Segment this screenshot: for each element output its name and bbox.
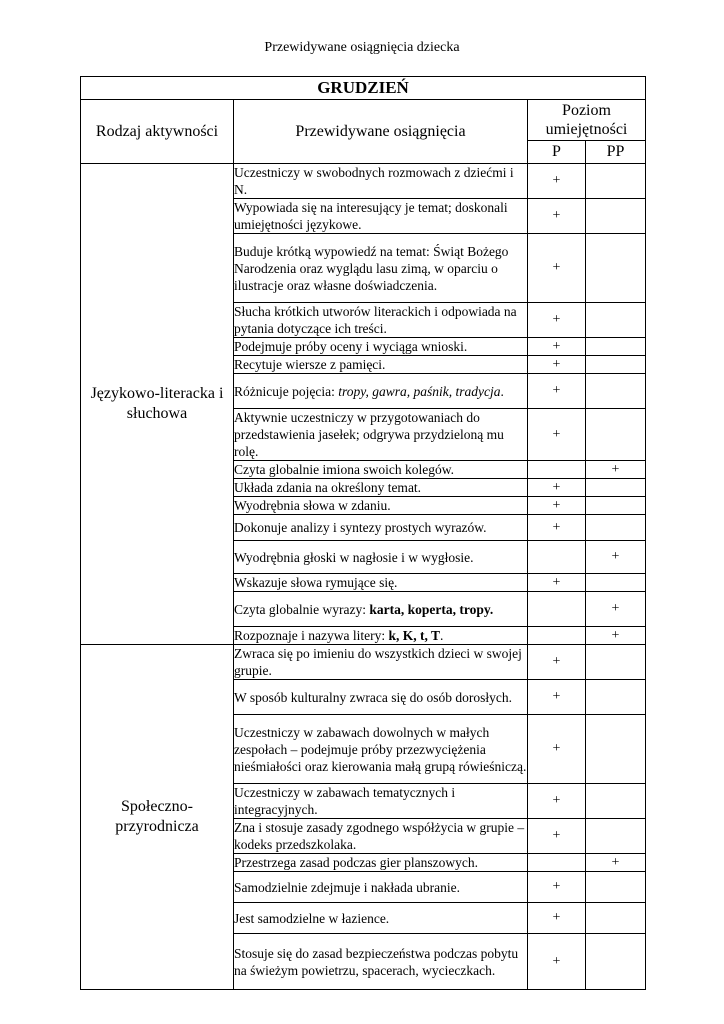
achievement-text: Uczestniczy w zabawach tematycznych i integracyjnych. (234, 784, 528, 819)
table-row (81, 164, 646, 199)
achievement-text: Dokonuje analizy i syntezy prostych wyrazów. (234, 515, 528, 541)
column-header-achievements: Przewidywane osiągnięcia (234, 100, 528, 164)
achievement-text: Wskazuje słowa rymujące się. (234, 574, 528, 592)
level-pp-mark (586, 784, 646, 819)
level-p-mark: + (528, 515, 586, 541)
achievement-text: W sposób kulturalny zwraca się do osób dorosłych. (234, 680, 528, 715)
level-p-mark: + (528, 903, 586, 934)
achievement-text: Wyodrębnia głoski w nagłosie i w wygłosie. (234, 541, 528, 574)
level-pp-mark (586, 645, 646, 680)
level-pp-mark (586, 715, 646, 784)
level-p-mark: + (528, 497, 586, 515)
level-pp-mark (586, 199, 646, 234)
column-header-pp: PP (586, 141, 646, 164)
achievement-text: Zwraca się po imieniu do wszystkich dzieci w swojej grupie. (234, 645, 528, 680)
level-pp-mark (586, 680, 646, 715)
activity-category: Językowo-literacka i słuchowa (81, 164, 234, 645)
table-row (81, 645, 646, 680)
month-title: GRUDZIEŃ (81, 77, 646, 100)
level-p-mark: + (528, 479, 586, 497)
achievement-text: Słucha krótkich utworów literackich i odpowiada na pytania dotyczące ich treści. (234, 303, 528, 338)
level-p-mark: + (528, 356, 586, 374)
level-p-mark: + (528, 645, 586, 680)
level-pp-mark (586, 515, 646, 541)
achievement-text: Podejmuje próby oceny i wyciąga wnioski. (234, 338, 528, 356)
level-p-mark: + (528, 680, 586, 715)
achievement-text: Rozpoznaje i nazywa litery: k, K, t, T. (234, 627, 528, 645)
level-p-mark: + (528, 819, 586, 854)
level-pp-mark (586, 903, 646, 934)
level-p-mark (528, 461, 586, 479)
activity-category: Społeczno-przyrodnicza (81, 645, 234, 990)
achievement-text: Uczestniczy w zabawach dowolnych w małych zespołach – podejmuje próby przezwyciężenia nieśmiałości oraz kierowania małą grupą rówieśniczą. (234, 715, 528, 784)
level-p-mark: + (528, 164, 586, 199)
level-pp-mark: + (586, 461, 646, 479)
achievement-text: Jest samodzielne w łazience. (234, 903, 528, 934)
achievement-text: Stosuje się do zasad bezpieczeństwa podczas pobytu na świeżym powietrzu, spacerach, wycieczkach. (234, 934, 528, 990)
achievement-text: Aktywnie uczestniczy w przygotowaniach do przedstawienia jasełek; odgrywa przydzieloną mu rolę. (234, 409, 528, 461)
level-p-mark: + (528, 574, 586, 592)
achievement-text: Czyta globalnie imiona swoich kolegów. (234, 461, 528, 479)
level-p-mark: + (528, 872, 586, 903)
level-p-mark: + (528, 303, 586, 338)
achievement-text: Czyta globalnie wyrazy: karta, koperta, tropy. (234, 592, 528, 627)
table-body (81, 164, 646, 990)
level-pp-mark: + (586, 854, 646, 872)
achievement-text: Przestrzega zasad podczas gier planszowych. (234, 854, 528, 872)
level-p-mark (528, 854, 586, 872)
level-pp-mark (586, 934, 646, 990)
column-header-p: P (528, 141, 586, 164)
achievement-text: Wyodrębnia słowa w zdaniu. (234, 497, 528, 515)
level-pp-mark (586, 819, 646, 854)
column-header-activity: Rodzaj aktywności (81, 100, 234, 164)
level-pp-mark: + (586, 541, 646, 574)
level-p-mark: + (528, 374, 586, 409)
level-pp-mark (586, 338, 646, 356)
level-p-mark: + (528, 409, 586, 461)
level-p-mark: + (528, 199, 586, 234)
level-pp-mark (586, 164, 646, 199)
achievement-text: Wypowiada się na interesujący je temat; doskonali umiejętności językowe. (234, 199, 528, 234)
level-p-mark (528, 627, 586, 645)
level-p-mark: + (528, 784, 586, 819)
page-header: Przewidywane osiągnięcia dziecka (264, 40, 460, 55)
level-pp-mark: + (586, 592, 646, 627)
level-p-mark: + (528, 234, 586, 303)
achievement-text: Samodzielnie zdejmuje i nakłada ubranie. (234, 872, 528, 903)
level-pp-mark (586, 574, 646, 592)
level-pp-mark (586, 479, 646, 497)
level-p-mark (528, 592, 586, 627)
level-p-mark: + (528, 715, 586, 784)
achievement-text: Buduje krótką wypowiedź na temat: Świąt Bożego Narodzenia oraz wyglądu lasu zimą, w oparciu o ilustracje oraz własne doświadczenia. (234, 234, 528, 303)
achievement-text: Zna i stosuje zasady zgodnego współżycia w grupie – kodeks przedszkolaka. (234, 819, 528, 854)
level-p-mark (528, 541, 586, 574)
level-pp-mark (586, 303, 646, 338)
level-p-mark: + (528, 338, 586, 356)
column-header-level: Poziom umiejętności (528, 100, 646, 141)
level-pp-mark (586, 409, 646, 461)
achievements-table (80, 76, 646, 990)
level-p-mark: + (528, 934, 586, 990)
achievement-text: Różnicuje pojęcia: tropy, gawra, paśnik, tradycja. (234, 374, 528, 409)
level-pp-mark (586, 234, 646, 303)
level-pp-mark (586, 374, 646, 409)
level-pp-mark: + (586, 627, 646, 645)
level-pp-mark (586, 497, 646, 515)
achievement-text: Układa zdania na określony temat. (234, 479, 528, 497)
level-pp-mark (586, 872, 646, 903)
level-pp-mark (586, 356, 646, 374)
achievement-text: Recytuje wiersze z pamięci. (234, 356, 528, 374)
achievement-text: Uczestniczy w swobodnych rozmowach z dziećmi i N. (234, 164, 528, 199)
